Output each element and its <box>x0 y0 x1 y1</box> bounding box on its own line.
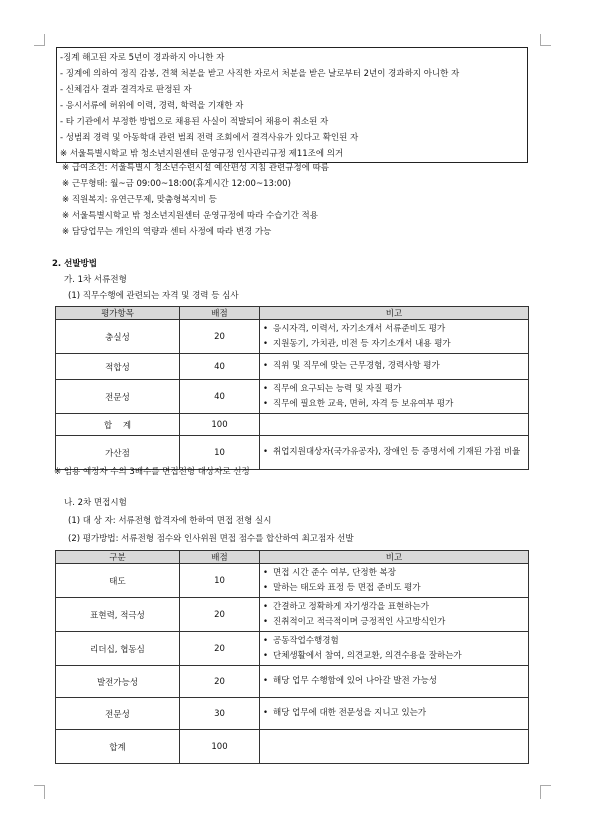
table-header-row <box>56 551 529 564</box>
note-cell <box>260 666 529 698</box>
disqualify-line: - 성범죄 경력 및 아동학대 관련 범죄 전력 조회에서 결격사유가 있다고 확인된 자 <box>60 133 359 143</box>
note-bullet: • 단체생활에서 참여, 의견교환, 의견수용을 잘하는가 <box>263 649 525 664</box>
note-cell <box>260 598 529 632</box>
section-title: 2. 선발방법 <box>52 259 97 269</box>
note-bullet: • 지원동기, 가치관, 비전 등 자기소개서 내용 평가 <box>263 337 525 352</box>
item-cell: 합계 <box>56 730 180 764</box>
interview-table <box>55 550 529 764</box>
crop-mark <box>34 785 44 786</box>
item-cell: 리더십, 협동심 <box>56 632 180 666</box>
table-row-total <box>56 414 529 436</box>
score-cell: 30 <box>180 698 260 730</box>
note-cell <box>260 354 529 380</box>
score-cell: 20 <box>180 598 260 632</box>
disqualify-line: - 타 기관에서 부정한 방법으로 채용된 사실이 적발되어 채용이 취소된 자 <box>60 117 329 127</box>
score-cell: 20 <box>180 632 260 666</box>
table-row <box>56 564 529 598</box>
note-bullet: • 직무에 요구되는 능력 및 자질 평가 <box>263 382 525 397</box>
score-cell: 20 <box>180 666 260 698</box>
disqualify-line: ※ 서울특별시학교 밖 청소년지원센터 운영규정 인사관리규정 제11조에 의거 <box>60 149 344 159</box>
score-cell: 10 <box>180 564 260 598</box>
note-cell <box>260 698 529 730</box>
crop-mark <box>34 45 44 46</box>
note-bullet: • 직무에 필요한 교육, 면허, 자격 등 보유여부 평가 <box>263 397 525 412</box>
disqualify-line: -징계 해고된 자로 5년이 경과하지 아니한 자 <box>60 53 225 63</box>
subsection-desc: (1) 대 상 자: 서류전형 합격자에 한하여 면접 전형 실시 <box>68 516 272 526</box>
item-cell: 태도 <box>56 564 180 598</box>
note-cell <box>260 380 529 414</box>
table-row <box>56 320 529 354</box>
note-bullet: • 면접 시간 준수 여부, 단정한 복장 <box>263 566 525 581</box>
table-row <box>56 666 529 698</box>
score-cell: 10 <box>180 436 260 470</box>
table-row <box>56 380 529 414</box>
note-hours: ※ 근무형태: 월~금 09:00~18:00(휴게시간 12:00~13:00) <box>62 179 291 189</box>
score-cell: 100 <box>180 414 260 436</box>
table-row <box>56 354 529 380</box>
crop-mark <box>44 34 45 46</box>
note-bullet: • 직위 및 직무에 맞는 근무경험, 경력사항 평가 <box>263 359 525 374</box>
screening-note: ※ 임용 예정자 수의 3배수를 면접전형 대상자로 선정 <box>54 467 250 477</box>
disqualify-line: - 신체검사 결과 결격자로 판정된 자 <box>60 85 192 95</box>
header-cell: 배점 <box>180 551 260 564</box>
score-cell: 100 <box>180 730 260 764</box>
disqualify-line: - 징계에 의하여 정직 감봉, 견책 처분을 받고 사직한 자로서 처분을 받은 날로부터 2년이 경과하지 아니한 자 <box>60 69 460 79</box>
note-bullet: • 간결하고 정확하게 자기생각을 표현하는가 <box>263 600 525 615</box>
subsection-desc: (1) 직무수행에 관련되는 자격 및 경력 등 심사 <box>68 291 239 301</box>
header-cell: 비고 <box>260 307 529 320</box>
subsection-title: 가. 1차 서류전형 <box>64 275 127 285</box>
header-cell: 평가항목 <box>56 307 180 320</box>
note-cell <box>260 564 529 598</box>
item-cell: 합 계 <box>56 414 180 436</box>
crop-mark <box>540 785 541 799</box>
item-cell: 전문성 <box>56 380 180 414</box>
item-cell: 전문성 <box>56 698 180 730</box>
note-bullet: • 취업지원대상자(국가유공자), 장애인 등 증명서에 기재된 가점 비율 <box>263 445 525 460</box>
note-bullet: • 응시자격, 이력서, 자기소개서 서류준비도 평가 <box>263 322 525 337</box>
score-cell: 20 <box>180 320 260 354</box>
note-probation: ※ 서울특별시학교 밖 청소년지원센터 운영규정에 따라 수습기간 적용 <box>62 211 318 221</box>
item-cell: 충실성 <box>56 320 180 354</box>
crop-mark <box>44 785 45 799</box>
note-cell <box>260 414 529 436</box>
disqualification-box <box>56 47 528 163</box>
document-screening-table <box>55 306 529 470</box>
note-cell <box>260 730 529 764</box>
crop-mark <box>541 785 551 786</box>
note-bullet: • 공동작업수행경험 <box>263 634 525 649</box>
table-header-row <box>56 307 529 320</box>
subsection-desc: (2) 평가방법: 서류전형 점수와 인사위원 면접 점수를 합산하여 최고점자 선발 <box>68 534 354 544</box>
score-cell: 40 <box>180 354 260 380</box>
note-bullet: • 해당 업무에 대한 전문성을 지니고 있는가 <box>263 706 525 721</box>
note-salary: ※ 급여조건: 서울특별시 청소년수련시설 예산편성 지침 관련규정에 따름 <box>62 163 330 173</box>
score-cell: 40 <box>180 380 260 414</box>
crop-mark <box>541 45 551 46</box>
table-row <box>56 632 529 666</box>
item-cell: 적합성 <box>56 354 180 380</box>
note-cell <box>260 632 529 666</box>
header-cell: 배점 <box>180 307 260 320</box>
disqualify-line: - 응시서류에 허위에 이력, 경력, 학력을 기재한 자 <box>60 101 244 111</box>
header-cell: 구분 <box>56 551 180 564</box>
table-row-total <box>56 730 529 764</box>
note-welfare: ※ 직원복지: 유연근무제, 맞춤형복지비 등 <box>62 195 217 205</box>
note-cell <box>260 320 529 354</box>
item-cell: 표현력, 적극성 <box>56 598 180 632</box>
item-cell: 가산점 <box>56 436 180 470</box>
note-cell <box>260 436 529 470</box>
item-cell: 발전가능성 <box>56 666 180 698</box>
note-duty: ※ 담당업무는 개인의 역량과 센터 사정에 따라 변경 가능 <box>62 227 272 237</box>
table-row <box>56 598 529 632</box>
note-bullet: • 말하는 태도와 표정 등 면접 준비도 평가 <box>263 581 525 596</box>
subsection-title: 나. 2차 면접시험 <box>64 498 127 508</box>
note-bullet: • 진취적이고 적극적이며 긍정적인 사고방식인가 <box>263 615 525 630</box>
header-cell: 비고 <box>260 551 529 564</box>
note-bullet: • 해당 업무 수행함에 있어 나아갈 발전 가능성 <box>263 674 525 689</box>
table-row <box>56 698 529 730</box>
